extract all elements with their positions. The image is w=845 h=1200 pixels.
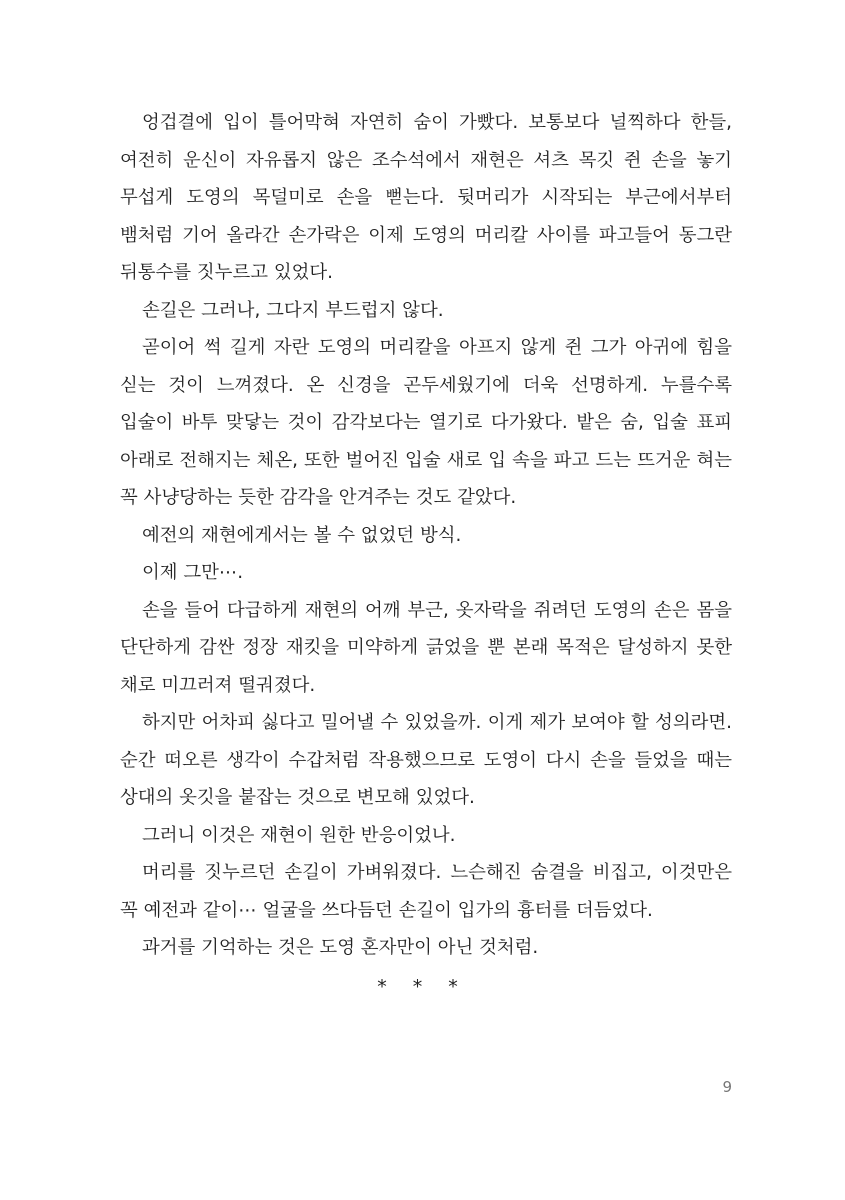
paragraph: 엉겁결에 입이 틀어막혀 자연히 숨이 가빴다. 보통보다 널찍하다 한들, 여전히 운신이 자유롭지 않은 조수석에서 재현은 셔츠 목깃 쥔 손을 놓기 무섭게 도영의 목덜미로 손을 뻗는다. 뒷머리가 시작되는 부근에서부터 뱀처럼 기어 올라간 손가락은 이제 도영의 머리칼 사이를 파고들어 동그란 뒤통수를 짓누르고 있었다. [120, 112, 732, 283]
page-body [120, 104, 732, 967]
paragraph: 하지만 어차피 싫다고 밀어낼 수 있었을까. 이게 제가 보여야 할 성의라면. 순간 떠오른 생각이 수갑처럼 작용했으므로 도영이 다시 손을 들었을 때는 상대의 옷깃을 붙잡는 것으로 변모해 있었다. [120, 712, 732, 808]
paragraph: 그러니 이것은 재현이 원한 반응이었나. [142, 824, 456, 846]
paragraph: 과거를 기억하는 것은 도영 혼자만이 아닌 것처럼. [142, 937, 539, 958]
scene-break: * * * [377, 976, 468, 998]
paragraph: 예전의 재현에게서는 볼 수 없었던 방식. [142, 524, 462, 546]
paragraph: 곧이어 썩 길게 자란 도영의 머리칼을 아프지 않게 쥔 그가 아귀에 힘을 싣는 것이 느껴졌다. 온 신경을 곤두세웠기에 더욱 선명하게. 누를수록 입술이 바투 맞닿는 것이 감각보다는 열기로 다가왔다. 밭은 숨, 입술 표피 아래로 전해지는 체온, 또한 벌어진 입술 새로 입 속을 파고 드는 뜨거운 혀는 꼭 사냥당하는 듯한 감각을 안겨주는 것도 같았다. [120, 337, 732, 508]
paragraph: 손을 들어 다급하게 재현의 어깨 부근, 옷자락을 쥐려던 도영의 손은 몸을 단단하게 감싼 정장 재킷을 미약하게 긁었을 뿐 본래 목적은 달성하지 못한 채로 미끄러져 떨궈졌다. [120, 599, 732, 696]
paragraph: 머리를 짓누르던 손길이 가벼워졌다. 느슨해진 숨결을 비집고, 이것만은 꼭 예전과 같이⋯ 얼굴을 쓰다듬던 손길이 입가의 흉터를 더듬었다. [120, 862, 732, 921]
paragraph: 이제 그만⋯. [142, 562, 244, 583]
page-number: 9 [722, 1078, 732, 1096]
paragraph: 손길은 그러나, 그다지 부드럽지 않다. [142, 299, 444, 321]
